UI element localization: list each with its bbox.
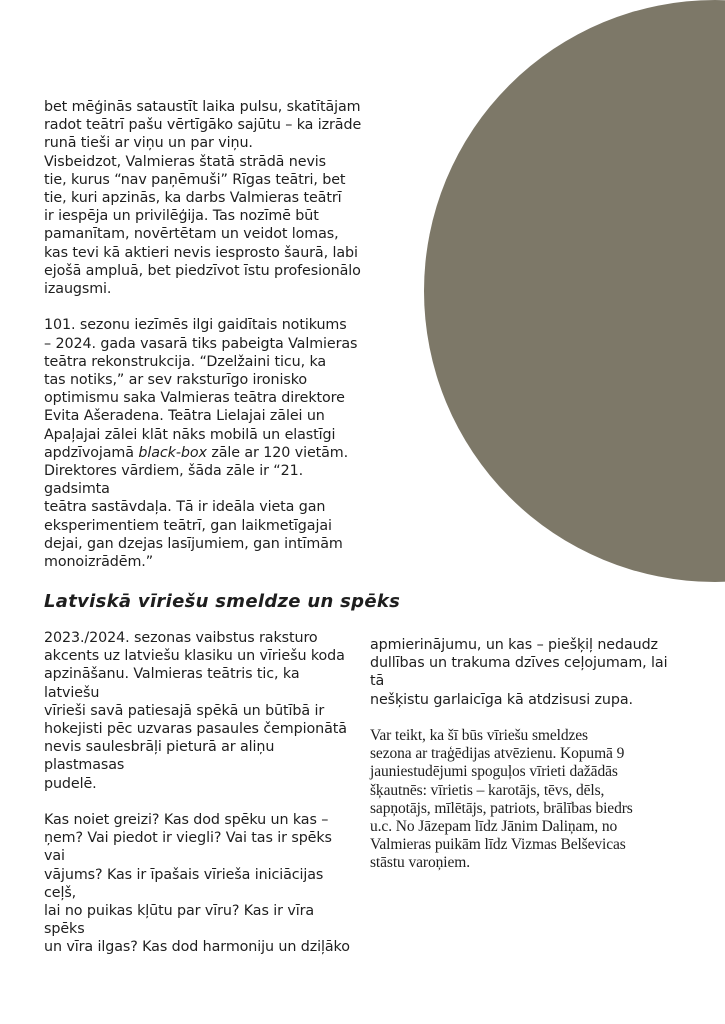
body-paragraph: apmierinājumu, un kas – piešķiļ nedaudz dullības un trakuma dzīves ceļojumam, lai tā nešķistu garlaicīga kā atdzisusi zupa.	[370, 637, 668, 708]
intro-paragraph: 101. sezonu iezīmēs ilgi gaidītais notikums – 2024. gada vasarā tiks pabeigta Valmieras teātra rekonstrukcija. “Dzelžaini ticu, ka tas notiks,” ar sev raksturīgo ironisko optimismu saka Valmieras teātra direktore Evita Ašeradena. Teātra Lielajai zālei un Apaļajai zālei klāt nāks mobilā un elastīgi apdzīvojamā black-box zāle ar 120 vietām. Direktores vārdiem, šāda zāle ir “21. gadsimta teātra sastāvdaļa. Tā ir ideāla vieta gan eksperimentiem teātrī, gan laikmetīgajai dejai, gan dzejas lasījumiem, gan intīmām monoizrādēm.”	[44, 317, 358, 571]
intro-text-column	[44, 98, 364, 571]
intro-paragraph: bet mēģinās sataustīt laika pulsu, skatītājam radot teātrī pašu vērtīgāko sajūtu – ka izrāde runā tieši ar viņu un par viņu. Visbeidzot, Valmieras štatā strādā nevis tie, kurus “nav paņēmuši” Rīgas teātri, bet tie, kuri apzinās, ka darbs Valmieras teātrī ir iespēja un privilēģija. Tas nozīmē būt pamanītam, novērtētam un veidot lomas, kas tevi kā aktieri nevis iesprosto šaurā, labi ejošā ampluā, bet piedzīvot īstu profesionālo izaugsmi.	[44, 99, 362, 298]
left-text-column	[44, 629, 354, 957]
body-paragraph: Kas noiet greizi? Kas dod spēku un kas – ņem? Vai piedot ir viegli? Vai tas ir spēks vai vājums? Kas ir īpašais vīrieša iniciācijas ceļš, lai no puikas kļūtu par vīru? Kas ir vīra spēks un vīra ilgas? Kas dod harmoniju un dziļāko	[44, 812, 350, 956]
section-heading: Latviskā vīriešu smeldze un spēks	[44, 591, 401, 612]
right-text-column	[370, 629, 680, 873]
italic-term: black-box	[138, 444, 207, 461]
body-paragraph: 2023./2024. sezonas vaibstus raksturo akcents uz latviešu klasiku un vīriešu koda apzināšanu. Valmieras teātris tic, ka latviešu vīrieši savā patiesajā spēkā un būtībā ir hokejisti pēc uzvaras pasaules čempionātā nevis saulesbrāļi pieturā ar aliņu plastmasas pudelē.	[44, 630, 347, 792]
decorative-circle	[424, 0, 725, 582]
body-paragraph: Var teikt, ka šī būs vīriešu smeldzes sezona ar traģēdijas atvēzienu. Kopumā 9 jauniestudējumi spoguļos vīrieti dažādās šķautnēs: vīrietis – karotājs, tēvs, dēls, sapņotājs, mīlētājs, patriots, brālības biedrs u.c. No Jāzepam līdz Jānim Daliņam, no Valmieras puikām līdz Vizmas Belševicas stāstu varoņiem.	[370, 727, 633, 872]
